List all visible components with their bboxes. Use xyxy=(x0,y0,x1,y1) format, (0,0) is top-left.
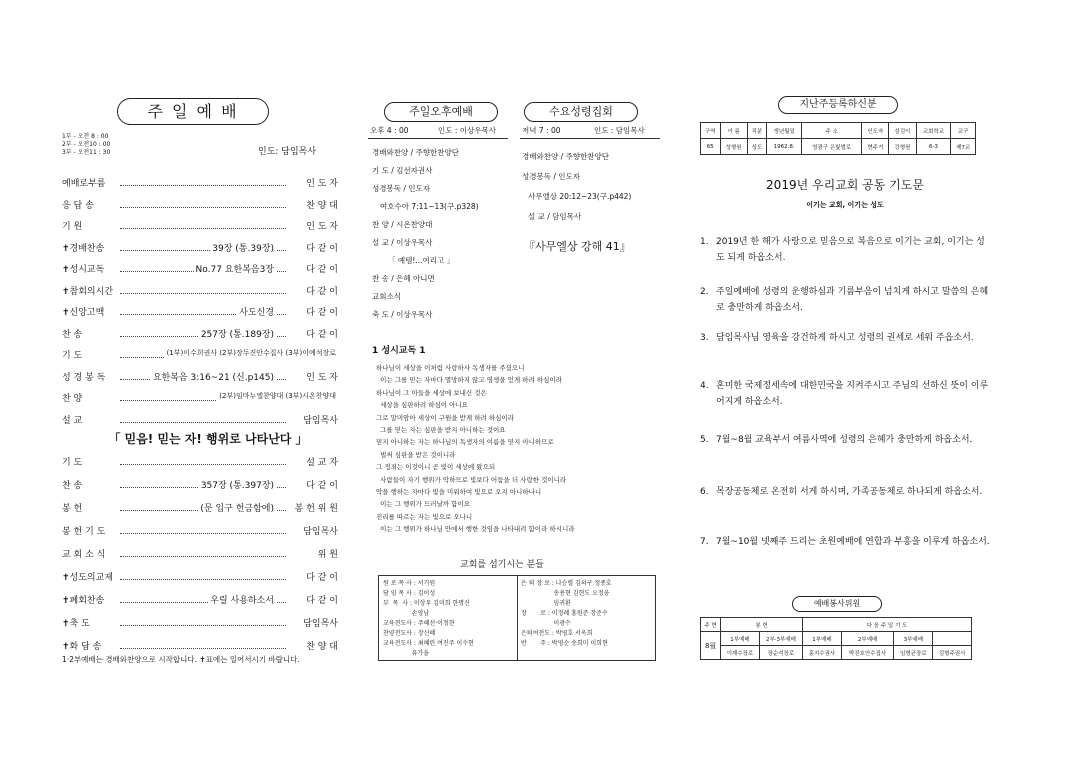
order-person: 인 도 자 xyxy=(306,179,338,189)
order-label: ✝경배찬송 xyxy=(62,243,105,254)
prayer-title: 2019년 우리교회 공동 기도문 xyxy=(766,178,924,192)
table-cell: 장순석장로 xyxy=(759,646,802,660)
reading-line: 하나님이 그 아들을 세상에 보내신 것은 xyxy=(376,388,487,397)
wednesday-item: 사무엘상 20:12~23(구.p442) xyxy=(528,192,632,201)
table-cell: 65 xyxy=(701,139,721,155)
order-person: 인 도 자 xyxy=(306,372,338,383)
table-cell: 홍지수권사 xyxy=(803,646,842,660)
order-person: 찬 양 대 xyxy=(306,200,338,211)
afternoon-item: 성경봉독 / 인도자 xyxy=(372,184,431,193)
prayer-text: 담임목사님 영육을 강건하게 하시고 성령의 권세로 세워 주옵소서. xyxy=(716,333,974,343)
afternoon-item: 찬 양 / 시온찬양대 xyxy=(372,220,433,229)
order-person: 위 원 xyxy=(317,550,338,560)
table-cell: 2부·3부예배 xyxy=(759,632,802,646)
leader-dots xyxy=(120,648,286,649)
servants-left xyxy=(383,579,515,659)
reading-line: 그를 믿는 자는 심판을 받지 아니하는 것이요 xyxy=(376,426,506,435)
order-label: 찬 송 xyxy=(62,329,83,340)
service-leader: 인도: 담임목사 xyxy=(258,147,317,157)
servant-entry: 손영남 xyxy=(383,610,429,617)
order-person: 다 같 이 xyxy=(306,308,338,318)
table-cell: 성도 xyxy=(747,139,767,155)
order-row xyxy=(62,198,338,212)
reading-line: 믿지 아니하는 자는 하나님의 독생자의 이름을 믿지 아니하므로 xyxy=(376,438,554,447)
order-label: ✝참회의시간 xyxy=(62,286,114,297)
leader-dots xyxy=(120,533,286,534)
prayer-item xyxy=(700,284,990,316)
new-member-table xyxy=(700,122,976,155)
table-cell: 김형주권사 xyxy=(933,646,972,660)
servant-entry: 이광수 xyxy=(521,620,571,627)
table-header: 구역 xyxy=(701,123,721,139)
servant-entry: 임귀환 xyxy=(521,600,571,607)
order-detail: 257장 (통.189장) xyxy=(199,327,276,340)
table-header: 다 음 주 일 기 도 xyxy=(803,618,972,632)
prayer-number: 4. xyxy=(700,381,709,391)
table-cell: 8월 xyxy=(701,632,721,660)
table-cell: 임형균장로 xyxy=(894,646,933,660)
footnote: 1·2부예배는 경배와찬양으로 시작합니다. ✝표에는 일어서시기 바랍니다. xyxy=(62,655,300,664)
service-times xyxy=(62,133,182,157)
table-header: 봉 헌 xyxy=(721,618,803,632)
prayer-number: 2. xyxy=(700,287,709,297)
table-cell: 1부예배 xyxy=(803,632,842,646)
leader-dots xyxy=(120,228,286,229)
order-label: ✝폐회찬송 xyxy=(62,596,105,606)
table-row xyxy=(701,646,972,660)
servant-entry: 송용현 김현도 오정웅 xyxy=(521,590,610,597)
order-detail: 39장 (통.39장) xyxy=(210,241,276,254)
order-person: 다 같 이 xyxy=(306,481,338,491)
volunteer-title: 예배봉사위원 xyxy=(792,596,882,612)
prayer-text: 7월~10월 넷째주 드리는 초원예배에 연합과 부흥을 이루게 하옵소서. xyxy=(716,537,990,547)
new-member-title: 지난주등록하신분 xyxy=(778,96,898,114)
order-detail: 357장 (통.397장) xyxy=(199,478,276,491)
table-cell: 2부예배 xyxy=(841,632,894,646)
order-person: 담임목사 xyxy=(303,415,338,426)
order-row xyxy=(62,327,338,341)
reading-line: 그 정죄는 이것이니 곧 빛이 세상에 왔으되 xyxy=(376,463,496,472)
table-header: 교구 xyxy=(951,123,976,139)
order-person: 인 도 자 xyxy=(306,222,338,232)
table-row xyxy=(701,632,972,646)
afternoon-item: 설 교 / 이상우목사 xyxy=(372,238,433,247)
order-label: ✝성도의교제 xyxy=(62,573,114,583)
table-header-row xyxy=(701,123,976,139)
service-time: 1부 - 오전 8 : 00 xyxy=(62,133,109,140)
prayer-text: 목장공동체로 온전히 서게 하시며, 가족공동체로 하나되게 하옵소서. xyxy=(716,487,983,497)
servant-entry: 담 임 목 사 : 김이성 xyxy=(383,590,436,597)
order-label: ✝축 도 xyxy=(62,619,90,629)
order-row xyxy=(62,219,338,233)
wednesday-items xyxy=(522,152,672,232)
table-cell: 현주거 xyxy=(862,139,889,155)
table-cell xyxy=(933,632,972,646)
servant-entry: 은퇴여전도 : 박영호 서옥희 xyxy=(521,630,593,637)
order-label: 예배로부름 xyxy=(62,179,106,189)
prayer-item xyxy=(700,484,990,500)
reading-line: 악을 행하는 자마다 빛을 미워하여 빛으로 오지 아니하나니 xyxy=(376,488,542,497)
reading-line: 이는 그를 믿는 자마다 멸망하지 않고 영생을 얻게 하려 하심이라 xyxy=(376,376,562,385)
order-label: ✝화 답 송 xyxy=(62,642,102,652)
table-header: 이 름 xyxy=(720,123,747,139)
servant-entry: 찬양전도사 : 장신혜 xyxy=(383,630,436,637)
table-cell: 성형원 xyxy=(720,139,747,155)
servants-divider xyxy=(517,576,518,660)
prayer-text: 2019년 한 해가 사랑으로 믿음으로 복음으로 이기는 교회, 이기는 성도 되게 하옵소서. xyxy=(716,237,985,263)
order-person: 다 같 이 xyxy=(306,265,338,275)
order-detail: 요한복음 3:16~21 (신.p145) xyxy=(151,370,276,383)
table-header: 주 현 xyxy=(701,618,721,632)
reading-line: 그로 말미암아 세상이 구원을 받게 하려 하심이라 xyxy=(376,413,514,422)
prayer-number: 3. xyxy=(700,333,709,343)
sunday-service-title: 주 일 예 배 xyxy=(117,98,269,125)
servant-entry: 교육전도사 : 주혜선·이정현 xyxy=(383,620,455,627)
prayer-number: 7. xyxy=(700,537,709,547)
servant-entry: 부 목 사 : 이상우 김미희 한명신 xyxy=(383,600,470,607)
prayer-subtitle: 이기는 교회, 이기는 성도 xyxy=(806,201,884,209)
servant-entry: 장 로 : 이정례 홍원준 장준수 xyxy=(521,610,608,617)
table-header: 생년월일 xyxy=(767,123,802,139)
prayer-text: 주일예배에 성령의 운행하심과 기름부음이 넘치게 하시고 말씀의 은혜로 충만하게 하옵소서. xyxy=(716,287,989,313)
table-header: 섬김이 xyxy=(889,123,916,139)
order-person: 다 같 이 xyxy=(306,243,338,254)
table-header-row xyxy=(701,618,972,632)
reading-line: 하나님이 세상을 이처럼 사랑하사 독생자를 주셨으니 xyxy=(376,364,525,372)
table-cell: 3부예배 xyxy=(894,632,933,646)
leader-dots xyxy=(120,556,286,557)
table-cell: 제7교 xyxy=(951,139,976,155)
wednesday-divider xyxy=(520,138,660,139)
prayer-item xyxy=(700,234,990,266)
order-person: 다 같 이 xyxy=(306,596,338,606)
table-cell: 강형원 xyxy=(889,139,916,155)
afternoon-item: 경배와찬양 / 주향한찬양단 xyxy=(372,148,459,157)
table-header: 주 소 xyxy=(802,123,862,139)
prayer-item xyxy=(700,534,990,550)
prayer-text: 혼미한 국제정세속에 대한민국을 지켜주시고 주님의 선하신 뜻이 이루어지게 하옵소서. xyxy=(716,381,989,407)
order-row xyxy=(62,262,338,276)
order-row xyxy=(62,370,338,384)
reading-line: 세상을 심판하려 하심이 아니요 xyxy=(376,401,468,410)
order-label: 봉 헌 기 도 xyxy=(62,527,106,537)
leader-dots xyxy=(120,293,286,294)
table-header: 직분 xyxy=(747,123,767,139)
order-person: 설 교 자 xyxy=(306,458,338,468)
responsive-reading-title: 1 성시교독 1 xyxy=(372,346,426,356)
order-row xyxy=(62,478,338,492)
reading-line: 사람들이 자기 행위가 악하므로 빛보다 어둠을 더 사랑한 것이니라 xyxy=(376,475,567,484)
table-cell: 1962.8. xyxy=(767,139,802,155)
afternoon-item: 축 도 / 이상우목사 xyxy=(372,310,433,319)
afternoon-item: 여호수아 7:11~13(구.p328) xyxy=(380,202,479,211)
afternoon-items xyxy=(372,148,522,328)
wednesday-item: 설 교 / 담임목사 xyxy=(528,212,582,221)
order-label: ✝성시교독 xyxy=(62,265,105,275)
order-row xyxy=(62,284,338,298)
service-time: 2부 - 오전10 : 00 xyxy=(62,141,111,148)
reading-line: 벌써 심판을 받은 것이니라 xyxy=(376,450,456,459)
order-person: 봉 헌 위 원 xyxy=(294,504,338,514)
order-detail: 사도신경 xyxy=(237,305,276,318)
afternoon-item: 기 도 / 김선자권사 xyxy=(372,166,433,175)
leader-dots xyxy=(120,207,286,208)
afternoon-time: 오후 4 : 00 xyxy=(370,126,409,135)
leader-dots xyxy=(120,422,286,423)
reading-line: 이는 그 행위가 드러날까 함이요 xyxy=(376,500,471,509)
servant-entry: 유가을 xyxy=(383,650,429,657)
order-person: 다 같 이 xyxy=(306,573,338,583)
prayer-item xyxy=(700,432,990,448)
order-detail: (2부)임마누엘찬양대 (3부)시온찬양대 xyxy=(219,392,336,400)
afternoon-item: 교회소식 xyxy=(372,292,401,301)
order-row xyxy=(62,391,338,405)
afternoon-item: 찬 송 / 은혜 아니면 xyxy=(372,274,435,283)
order-person: 다 같 이 xyxy=(306,329,338,340)
leader-dots xyxy=(120,579,286,580)
servant-entry: 은 퇴 장 로 : 나승렬 김의구 정종호 xyxy=(521,580,612,587)
order-row xyxy=(62,593,338,607)
sermon-title: 「 믿음! 믿는 자! 행위로 나타난다 」 xyxy=(108,432,308,446)
order-row xyxy=(62,501,338,515)
order-detail: (1부)이수희권사 (2부)장두진안수집사 (3부)이예석장로 xyxy=(166,349,336,357)
volunteer-table xyxy=(700,617,972,660)
servant-entry: 반 주 : 박영순 송희미 이희현 xyxy=(521,640,608,647)
leader-dots xyxy=(120,464,286,465)
reading-line: 이는 그 행위가 하나님 안에서 행한 것임을 나타내려 함이라 하시니라 xyxy=(376,525,575,534)
order-detail: No.77 요한복음3장 xyxy=(194,262,276,275)
order-row xyxy=(62,524,338,538)
reading-line: 진리를 따르는 자는 빛으로 오나니 xyxy=(376,512,473,521)
prayer-number: 5. xyxy=(700,435,709,445)
order-label: 응 답 송 xyxy=(62,200,94,211)
order-label: 성 경 봉 독 xyxy=(62,372,106,383)
servant-entry: 교육전도사 : 최혜린 여진주 이수현 xyxy=(383,640,474,647)
order-row xyxy=(62,305,338,319)
order-row xyxy=(62,547,338,561)
wednesday-time: 저녁 7 : 00 xyxy=(522,126,561,135)
order-label: 기 도 xyxy=(62,458,83,468)
table-row xyxy=(701,139,976,155)
wednesday-service-title: 수요성령집회 xyxy=(524,102,638,122)
order-row xyxy=(62,176,338,190)
order-label: 봉 헌 xyxy=(62,504,83,514)
afternoon-divider xyxy=(368,138,508,139)
leader-dots xyxy=(120,185,286,186)
order-row xyxy=(62,348,338,362)
order-person: 찬 양 대 xyxy=(306,642,338,652)
prayer-number: 6. xyxy=(700,487,709,497)
order-label: ✝신앙고백 xyxy=(62,308,105,318)
order-row xyxy=(62,639,338,653)
table-cell: 박진호안수집사 xyxy=(841,646,894,660)
order-detail: (문 입구 헌금함에) xyxy=(198,501,276,514)
order-row xyxy=(62,570,338,584)
order-label: 설 교 xyxy=(62,415,83,426)
order-row xyxy=(62,616,338,630)
order-label: 기 도 xyxy=(62,351,83,361)
table-header: 인도자 xyxy=(862,123,889,139)
prayer-item xyxy=(700,330,990,346)
order-label: 기 원 xyxy=(62,222,83,232)
wednesday-item: 경배와찬양 / 주향한찬양단 xyxy=(522,152,609,161)
order-person: 담임목사 xyxy=(303,527,338,537)
order-row xyxy=(62,455,338,469)
wednesday-item: 성경봉독 / 인도자 xyxy=(522,172,581,181)
prayer-item xyxy=(700,378,990,410)
servants-right xyxy=(521,579,653,649)
servant-entry: 원 로 목 사 : 서기원 xyxy=(383,580,436,587)
wednesday-leader: 인도 : 담임목사 xyxy=(594,126,645,135)
table-cell: 1부예배 xyxy=(721,632,760,646)
servants-title: 교회를 섬기시는 분들 xyxy=(460,560,544,570)
afternoon-leader: 인도 : 이상우목사 xyxy=(438,126,497,135)
table-cell: 6-3 xyxy=(916,139,951,155)
prayer-number: 1. xyxy=(700,237,709,247)
order-person: 담임목사 xyxy=(303,619,338,629)
table-cell: 영광구 은빛벌로 xyxy=(802,139,862,155)
order-detail: 우릴 사용하소서 xyxy=(208,593,276,606)
order-label: 교 회 소 식 xyxy=(62,550,106,560)
service-time: 3부 - 오전11 : 30 xyxy=(62,149,111,156)
order-row xyxy=(62,413,338,427)
order-label: 찬 송 xyxy=(62,481,83,491)
order-row xyxy=(62,241,338,255)
prayer-text: 7월~8월 교육부서 여름사역에 성령의 은혜가 충만하게 하옵소서. xyxy=(716,435,973,445)
afternoon-item: 「 예템!...여리고 」 xyxy=(388,256,455,265)
servants-box xyxy=(378,575,656,661)
leader-dots xyxy=(120,625,286,626)
order-label: 찬 양 xyxy=(62,394,83,404)
wednesday-sermon: 『사무엘상 강해 41』 xyxy=(524,240,631,253)
afternoon-service-title: 주일오후예배 xyxy=(384,102,498,122)
responsive-reading xyxy=(376,362,666,536)
table-cell: 이재수장로 xyxy=(721,646,760,660)
table-header: 교회학교 xyxy=(916,123,951,139)
order-person: 다 같 이 xyxy=(306,286,338,297)
